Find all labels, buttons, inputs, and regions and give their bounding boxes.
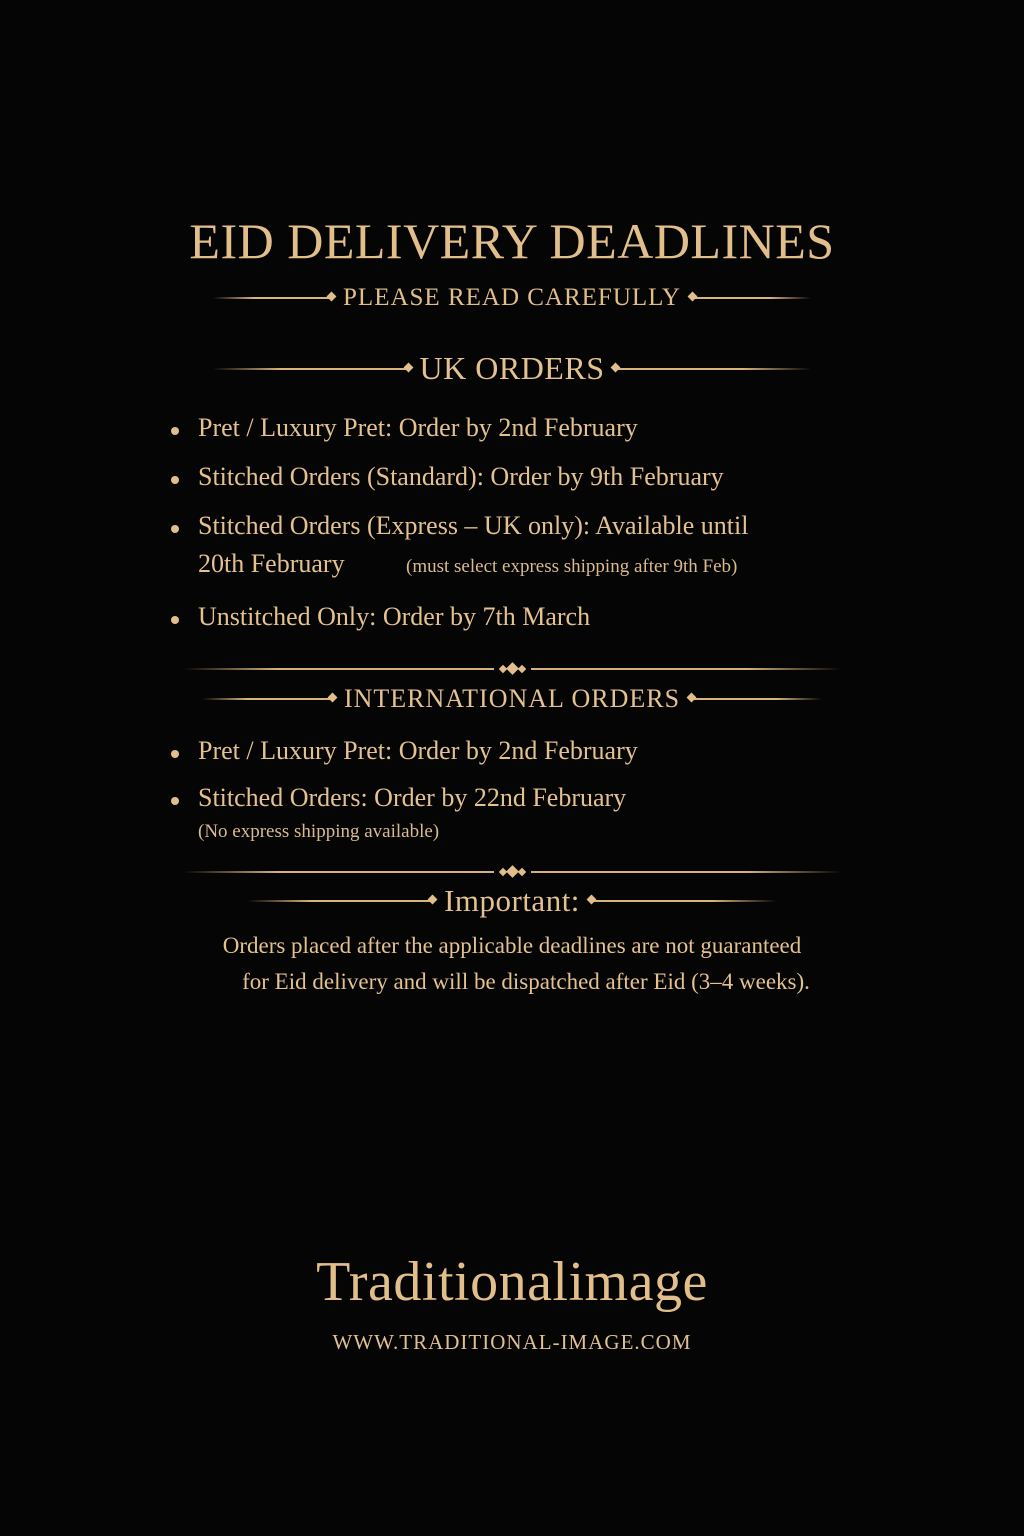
divider-line-right bbox=[693, 297, 811, 299]
bullet-icon bbox=[171, 616, 179, 624]
international-heading-row bbox=[0, 684, 1024, 714]
important-heading-row bbox=[0, 883, 1024, 919]
website-url: WWW.TRADITIONAL-IMAGE.COM bbox=[332, 1330, 692, 1354]
uk-heading-row bbox=[0, 350, 1024, 387]
international-section-heading: INTERNATIONAL ORDERS bbox=[343, 684, 681, 713]
brand-logo: Traditionalimage bbox=[316, 1251, 708, 1313]
bullet-icon bbox=[171, 476, 179, 484]
important-line-1: Orders placed after the applicable deadlines are not guaranteed bbox=[222, 933, 802, 958]
bullet-icon bbox=[171, 797, 179, 805]
ornament-divider bbox=[0, 664, 1024, 673]
express-note: (must select express shipping after 9th Feb) bbox=[406, 556, 738, 577]
divider-line-right bbox=[531, 871, 841, 873]
ornament-divider bbox=[0, 867, 1024, 876]
divider-line-left bbox=[247, 900, 432, 902]
ornament-icon bbox=[500, 867, 525, 876]
uk-section-heading: UK ORDERS bbox=[419, 350, 605, 386]
bullet-icon bbox=[171, 427, 179, 435]
important-notice bbox=[0, 928, 1024, 1000]
divider-line-right bbox=[692, 698, 822, 700]
divider-line-right bbox=[616, 368, 811, 370]
ornament-icon bbox=[500, 664, 525, 673]
divider-line-left bbox=[202, 698, 332, 700]
divider-line-left bbox=[213, 297, 331, 299]
divider-line-right bbox=[531, 668, 841, 670]
important-heading: Important: bbox=[444, 883, 580, 918]
divider-line-right bbox=[592, 900, 777, 902]
subtitle: PLEASE READ CAREFULLY bbox=[343, 284, 681, 311]
divider-line-left bbox=[184, 871, 494, 873]
international-note: (No express shipping available) bbox=[198, 821, 440, 842]
divider-line-left bbox=[213, 368, 408, 370]
flyer-page: EID DELIVERY DEADLINES PLEASE READ CAREFULLY UK ORDERS Pret / Luxury Pret: Order by 2nd February Stitched Orders (Standard): Order by 9th February Stitched Orders (Express – UK only): Available until 20th February (must select express shipping after 9th Feb) Unstitched Only: Order by 7th March INTERNATIONAL ORDERS Pret / Luxury Pret: Order by 2nd February Stitched Orders: Order by 22nd February (No express shipping available) Important: Orders placed after the applicable deadlines are not guaranteed for Eid delivery and will be dispatched after Eid (3–4 weeks). Traditionalimage WWW.TRADITIONAL-IMAGE.COM bbox=[0, 0, 1024, 1536]
bullet-icon bbox=[171, 750, 179, 758]
divider-line-left bbox=[184, 668, 494, 670]
important-line-2: for Eid delivery and will be dispatched after Eid (3–4 weeks). bbox=[242, 969, 810, 994]
page-title: EID DELIVERY DEADLINES bbox=[189, 213, 835, 269]
subtitle-row bbox=[0, 284, 1024, 312]
bullet-icon bbox=[171, 525, 179, 533]
